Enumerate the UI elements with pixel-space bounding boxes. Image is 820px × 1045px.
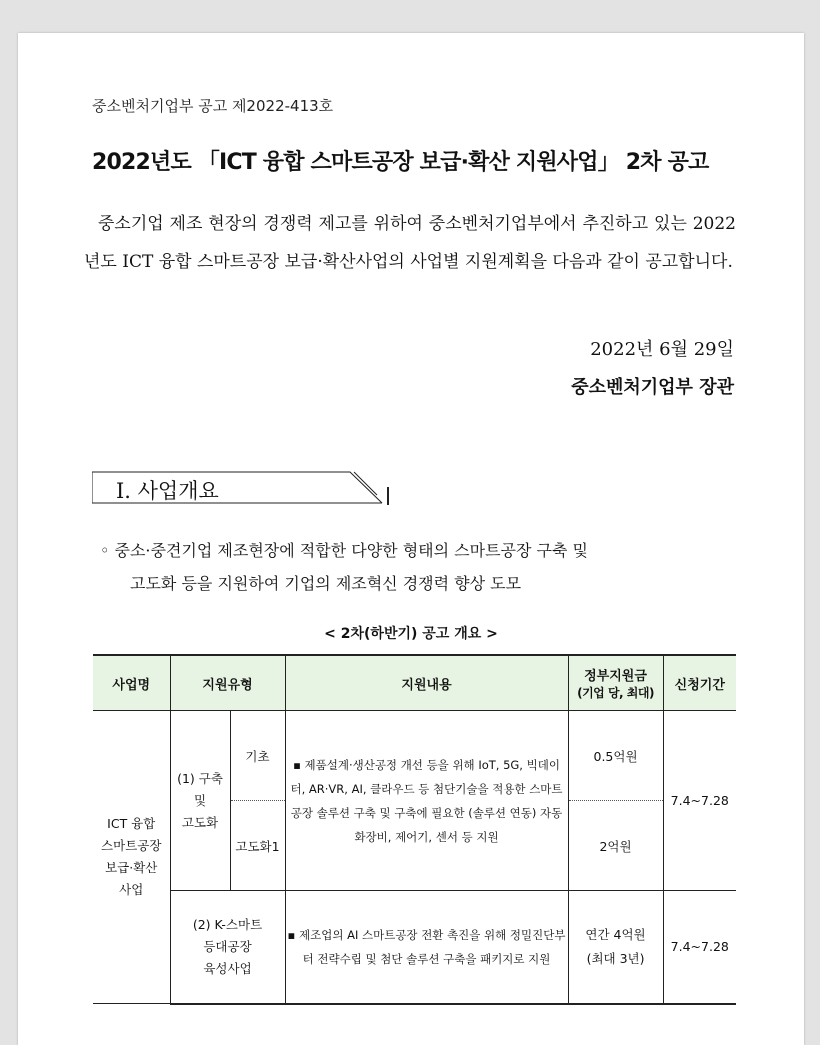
gov-funding-label: 정부지원금: [584, 669, 647, 684]
col-header-support-type: 지원유형: [170, 655, 285, 711]
sub-type-basic: 기초: [230, 711, 285, 801]
col-header-program: 사업명: [93, 655, 170, 711]
gov-funding-2: [568, 891, 663, 1004]
program-name-cell: [93, 711, 170, 1004]
gov-funding-basic: 0.5억원: [568, 711, 663, 801]
overview-table: [93, 654, 736, 1005]
support-type-line: (2) K-스마트: [192, 916, 263, 932]
document-title: 2022년도 「ICT 융합 스마트공장 보급·확산 지원사업」 2차 공고: [92, 150, 709, 175]
document-page: [18, 33, 804, 1045]
gov-funding-advanced: 2억원: [568, 801, 663, 891]
col-header-support-content: 지원내용: [285, 655, 568, 711]
issuer-signature: 중소벤처기업부 장관: [571, 377, 734, 398]
support-type-line: 육성사업: [203, 960, 252, 976]
support-type-line: (1) 구축: [177, 770, 223, 786]
support-content-2: ▪ 제조업의 AI 스마트공장 전환 촉진을 위해 정밀진단부터 전략수립 및 첨단 솔루션 구축을 패키지로 지원: [285, 891, 568, 1004]
intro-paragraph: 중소기업 제조 현장의 경쟁력 제고를 위하여 중소벤처기업부에서 추진하고 있는 2022년도 ICT 융합 스마트공장 보급·확산사업의 사업별 지원계획을 다음과 같이 공고합니다.: [84, 214, 736, 272]
bullet-line-2: 고도화 등을 지원하여 기업의 제조혁신 경쟁력 향상 도모: [130, 574, 522, 593]
sub-type-advanced: 고도화1: [230, 801, 285, 891]
section-title: Ⅰ. 사업개요: [116, 479, 219, 503]
col-header-gov-funding: [568, 655, 663, 711]
table-header-row: [93, 655, 736, 711]
table-row: [93, 891, 736, 1004]
application-period-1: 7.4~7.28: [663, 711, 736, 891]
bullet-line-1: ◦ 중소·중견기업 제조현장에 적합한 다양한 형태의 스마트공장 구축 및: [100, 541, 588, 560]
program-name-line: 사업: [119, 882, 144, 897]
table-row: [93, 711, 736, 801]
notice-date: 2022년 6월 29일: [590, 339, 734, 360]
support-type-line: 및: [193, 792, 207, 808]
support-type-1-cell: [170, 711, 230, 891]
col-header-application-period: 신청기간: [663, 655, 736, 711]
support-type-2-cell: [170, 891, 285, 1004]
section-heading: [92, 471, 392, 511]
program-name-line: ICT 융합: [107, 816, 156, 831]
table-caption: < 2차(하반기) 공고 개요 >: [324, 626, 498, 642]
application-period-2: 7.4~7.28: [663, 891, 736, 1004]
program-name-line: 스마트공장: [101, 838, 162, 853]
notice-number: 중소벤처기업부 공고 제2022-413호: [92, 97, 334, 115]
support-content-1: ▪ 제품설계·생산공정 개선 등을 위해 IoT, 5G, 빅데이터, AR·VR, AI, 클라우드 등 첨단기술을 적용한 스마트공장 솔루션 구축 및 구축에 필요한 (솔루션 연동) 자동화장비, 제어기, 센서 등 지원: [285, 711, 568, 891]
gov-funding-line: 연간 4억원: [585, 926, 646, 942]
support-type-line: 고도화: [181, 814, 219, 830]
support-type-line: 등대공장: [203, 938, 252, 954]
program-name-line: 보급·확산: [105, 860, 158, 875]
gov-funding-sublabel: (기업 당, 최대): [577, 686, 654, 700]
gov-funding-line: (최대 3년): [586, 950, 645, 966]
